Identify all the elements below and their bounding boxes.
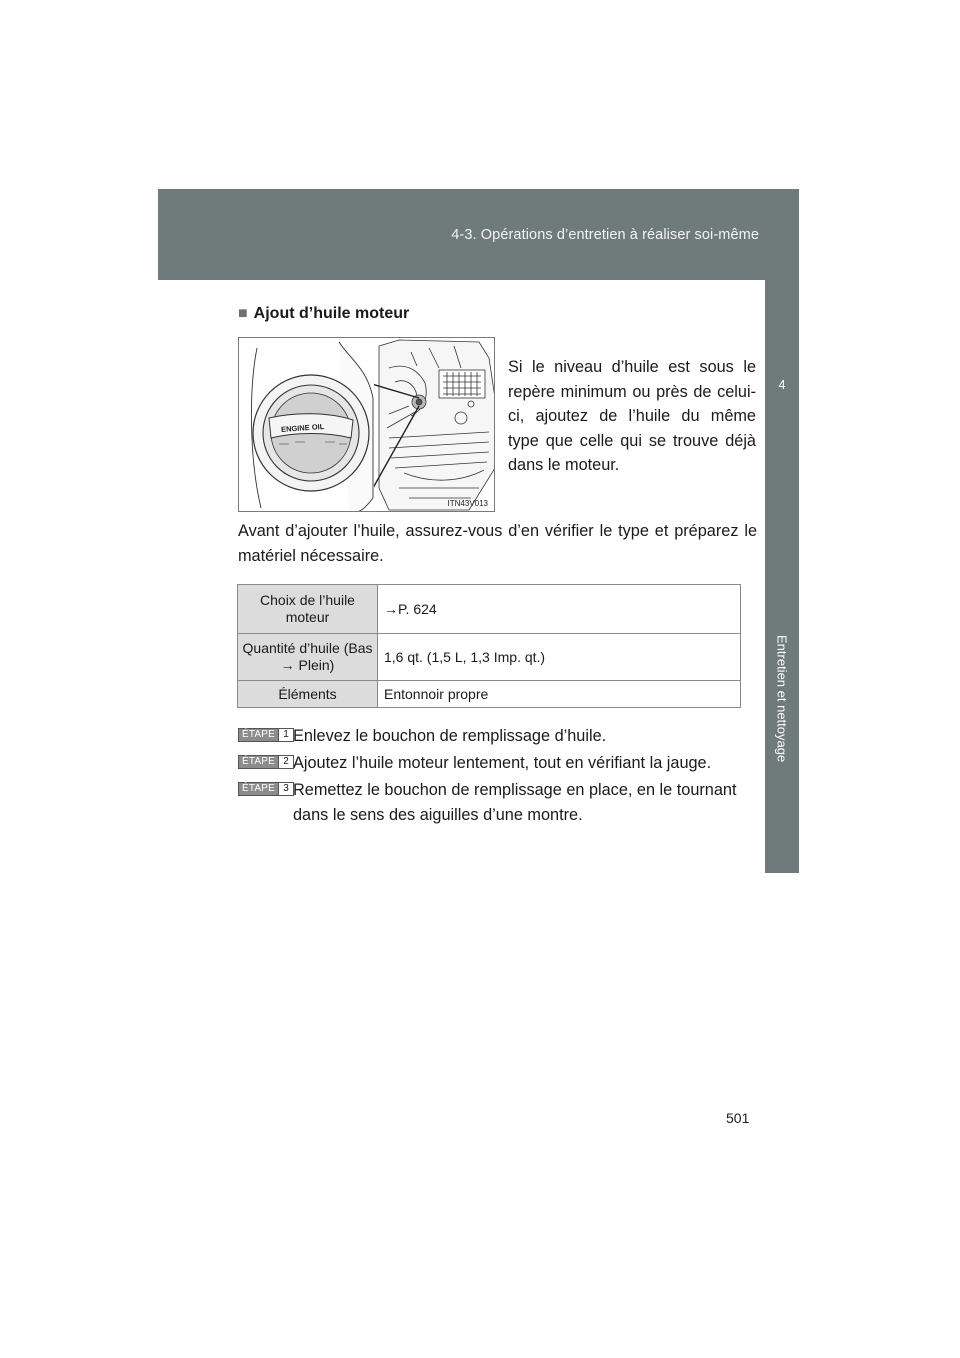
chapter-title: Entretien et nettoyage [774, 635, 790, 763]
intro-paragraph: Si le niveau d’huile est sous le repère minimum ou près de celui-ci, ajoutez de l’huile du même type que celle qui se trouve déjà dans le moteur. [508, 358, 756, 474]
chapter-side-tab [765, 280, 799, 873]
section-title: 4-3. Opérations d’entretien à réaliser soi-même [451, 227, 759, 243]
step-text: Ajoutez l’huile moteur lentement, tout en vérifiant la jauge. [293, 754, 712, 772]
oil-spec-table [237, 584, 741, 708]
engine-oil-cap-figure [238, 337, 495, 512]
table-row [238, 585, 741, 634]
step-badge: ÉTAPE 1 [238, 728, 294, 742]
header-band [158, 189, 799, 280]
table-label-cell: Éléments [238, 681, 378, 708]
table-label-cell: Quantité d’huile (Bas → Plein) [238, 634, 378, 681]
section-heading [238, 305, 409, 323]
engine-bay-drawing [379, 340, 495, 510]
cap-label-text: ENGINE OIL [280, 421, 325, 434]
table-value-cell: 1,6 qt. (1,5 L, 1,3 Imp. qt.) [378, 634, 741, 681]
chapter-tab-box [765, 280, 799, 369]
step-text: Remettez le bouchon de remplissage en place, en le tournant dans le sens des aiguilles d’une montre. [293, 781, 737, 824]
table-label-cell: Choix de l’huile moteur [238, 585, 378, 634]
step-item [238, 778, 758, 827]
step-badge: ÉTAPE 2 [238, 755, 294, 769]
page-number: 501 [726, 1110, 750, 1126]
engine-oil-cap-illustration [239, 338, 495, 512]
body-paragraph: Avant d’ajouter l’huile, assurez-vous d’en vérifier le type et préparez le matériel nécessaire. [238, 522, 757, 565]
table-value-cell: Entonnoir propre [378, 681, 741, 708]
table-row [238, 681, 741, 708]
table-row [238, 634, 741, 681]
step-text: Enlevez le bouchon de remplissage d’huile. [293, 727, 607, 745]
table-value-cell: →P. 624 [378, 585, 741, 634]
step-item [238, 724, 758, 749]
chapter-number: 4 [778, 378, 786, 392]
step-badge: ÉTAPE 3 [238, 782, 294, 796]
square-bullet-icon: ■ [238, 305, 248, 322]
step-item [238, 751, 758, 776]
step-list [238, 724, 758, 830]
figure-code: ITN43V013 [447, 499, 488, 508]
section-heading-text: Ajout d’huile moteur [253, 305, 410, 322]
